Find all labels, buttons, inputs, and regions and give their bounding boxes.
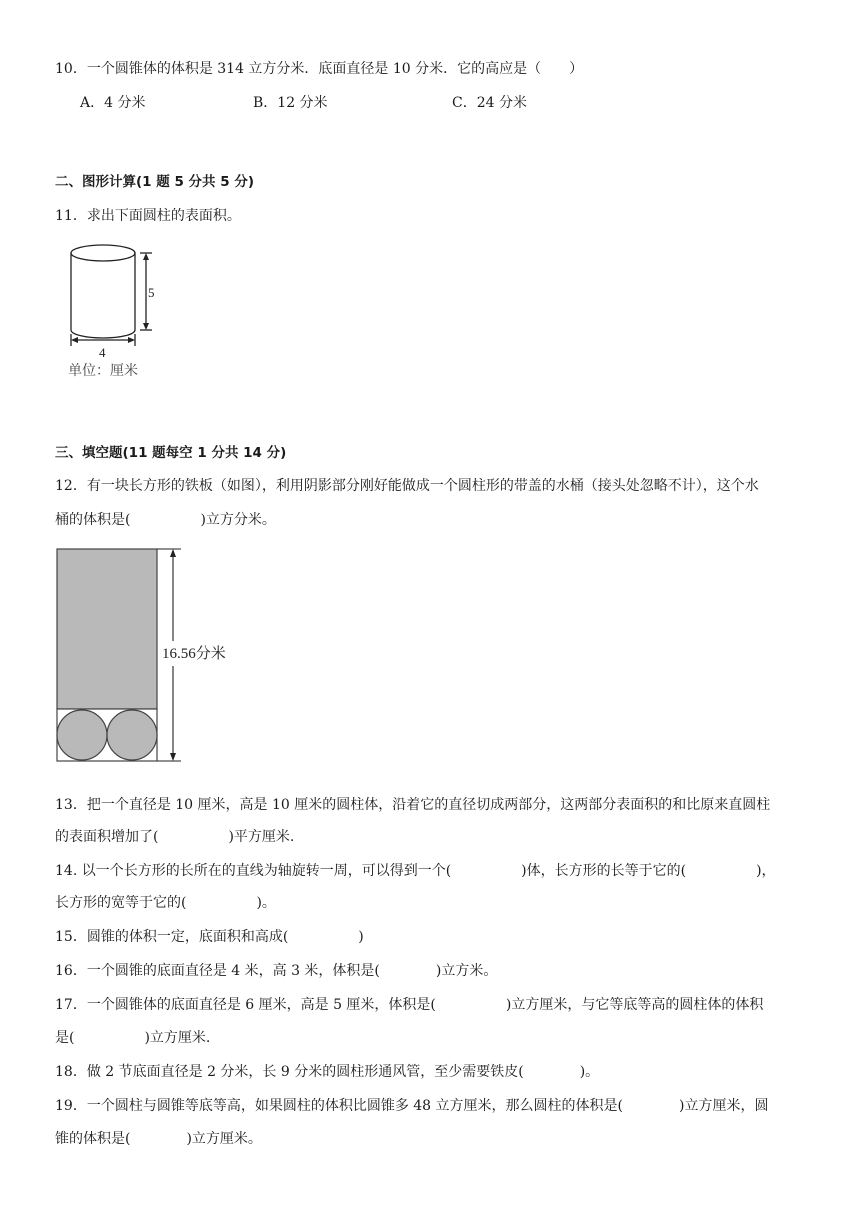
question-10-option-c: C．24 分米	[452, 95, 527, 111]
section-3-heading: 三、填空题(11 题每空 1 分共 14 分)	[55, 445, 287, 461]
question-13-line-1: 13．把一个直径是 10 厘米，高是 10 厘米的圆柱体，沿着它的直径切成两部分，这两部分表面积的和比原来直圆柱	[55, 797, 771, 813]
question-15: 15．圆锥的体积一定，底面积和高成( )	[55, 929, 364, 945]
iron-sheet-length-label: 16.56分米	[162, 646, 226, 662]
question-19-line-1: 19．一个圆柱与圆锥等底等高，如果圆柱的体积比圆锥多 48 立方厘米，那么圆柱的体积是( )立方厘米，圆	[55, 1098, 769, 1114]
question-12-line-1: 12．有一块长方形的铁板（如图），利用阴影部分刚好能做成一个圆柱形的带盖的水桶（接头处忽略不计），这个水	[55, 478, 759, 494]
question-10-option-a: A．4 分米	[80, 95, 146, 111]
question-13-line-2: 的表面积增加了( )平方厘米.	[55, 829, 295, 845]
question-14-line-2: 长方形的宽等于它的( )。	[55, 895, 276, 911]
cylinder-height-label: 5	[148, 285, 155, 300]
question-12-line-2: 桶的体积是( )立方分米。	[55, 512, 276, 528]
section-2-heading: 二、图形计算(1 题 5 分共 5 分)	[55, 174, 255, 190]
cylinder-unit-label: 单位：厘米	[68, 363, 138, 379]
question-14-line-1: 14. 以一个长方形的长所在的直线为轴旋转一周，可以得到一个( )体，长方形的长等于它的( )，	[55, 863, 776, 879]
question-16: 16．一个圆锥的底面直径是 4 米，高 3 米，体积是( )立方米。	[55, 963, 498, 979]
question-17-line-1: 17．一个圆锥体的底面直径是 6 厘米，高是 5 厘米，体积是( )立方厘米，与它等底等高的圆柱体的体积	[55, 997, 764, 1013]
cylinder-diameter-label: 4	[99, 345, 106, 360]
question-19-line-2: 锥的体积是( )立方厘米。	[55, 1131, 262, 1147]
question-17-line-2: 是( )立方厘米.	[55, 1030, 211, 1046]
question-10-stem: 10．一个圆锥体的体积是 314 立方分米．底面直径是 10 分米．它的高应是（ ）	[55, 61, 584, 77]
question-18: 18．做 2 节底面直径是 2 分米，长 9 分米的圆柱形通风管，至少需要铁皮( )。	[55, 1064, 600, 1080]
question-10-option-b: B．12 分米	[253, 95, 328, 111]
question-11-stem: 11．求出下面圆柱的表面积。	[55, 208, 241, 224]
